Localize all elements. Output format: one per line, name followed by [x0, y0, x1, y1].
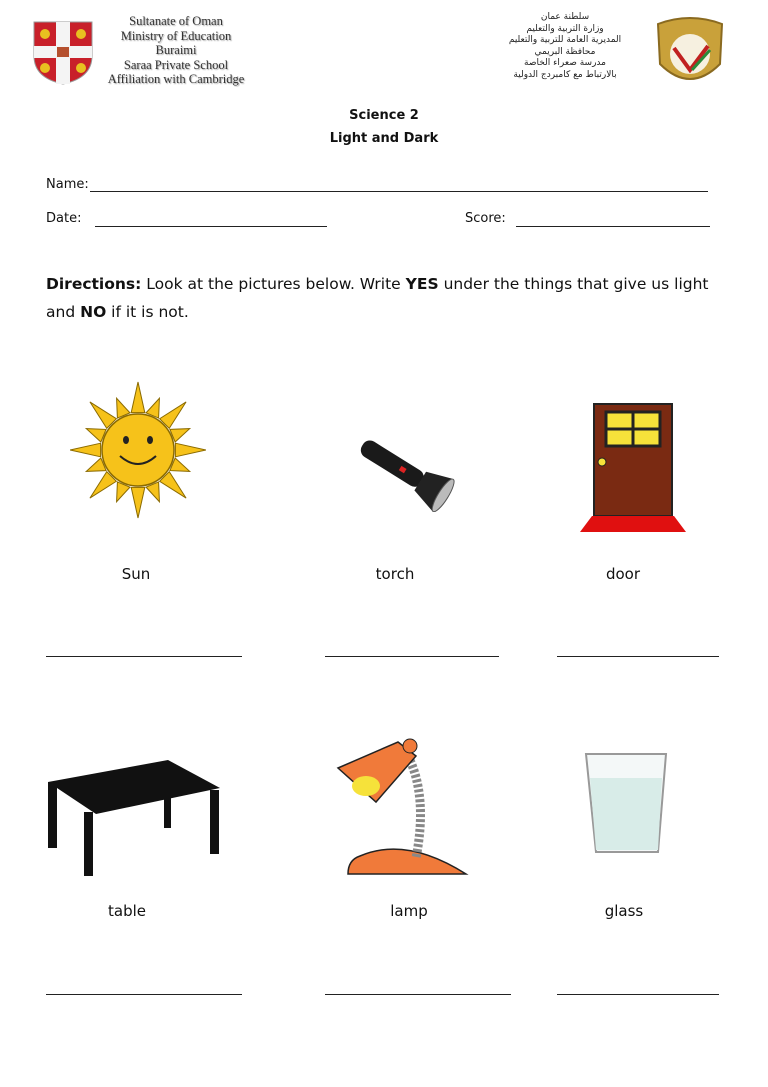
sun-icon: [70, 380, 206, 520]
item-label: torch: [375, 565, 415, 583]
sun-ray: [175, 443, 206, 457]
item-label: glass: [604, 902, 644, 920]
header-line: سلطنة عمان: [540, 12, 590, 22]
directions-part: if it is not.: [106, 303, 189, 321]
school-header-arabic: [480, 12, 650, 81]
sun-ray: [70, 443, 101, 457]
answer-line[interactable]: [557, 994, 719, 995]
date-label: Date:: [46, 211, 82, 226]
school-badge-logo: [650, 14, 730, 90]
sun-ray: [131, 382, 145, 413]
torch-icon: [352, 436, 462, 512]
table-icon: [44, 758, 224, 878]
header-line: Affiliation with Cambridge: [107, 72, 245, 86]
header-line: محافظة البريمي: [534, 46, 596, 57]
sun-ray: [131, 487, 145, 518]
directions-part: Look at the pictures below. Write: [141, 275, 406, 293]
directions-text: [46, 270, 726, 326]
door-icon: [578, 402, 688, 534]
item-label: door: [605, 565, 641, 583]
date-field[interactable]: [95, 226, 327, 227]
item-label: lamp: [390, 902, 428, 920]
header-line: مدرسة صعراء الخاصة: [524, 58, 606, 68]
school-header-english: [96, 14, 256, 87]
lamp-icon: [336, 736, 472, 876]
header-line: Buraimi: [155, 43, 197, 57]
glass-icon: [584, 750, 670, 858]
header-line: المديرية العامة للتربية والتعليم: [508, 35, 622, 45]
answer-line[interactable]: [46, 994, 242, 995]
header-line: وزارة التربية والتعليم: [526, 23, 604, 34]
header-line: Ministry of Education: [120, 28, 232, 43]
answer-line[interactable]: [46, 656, 242, 657]
worksheet-subject: Science 2: [349, 108, 419, 123]
item-label: table: [108, 902, 146, 920]
worksheet-title: Light and Dark: [329, 131, 439, 146]
yes-keyword: YES: [405, 275, 439, 293]
score-label: Score:: [465, 211, 506, 226]
no-keyword: NO: [80, 303, 107, 321]
item-label: Sun: [121, 565, 151, 583]
header-line: بالارتباط مع كامبردج الدولية: [513, 69, 617, 80]
name-field[interactable]: [90, 191, 708, 192]
score-field[interactable]: [516, 226, 710, 227]
answer-line[interactable]: [325, 656, 499, 657]
cambridge-crest-logo: [32, 20, 94, 86]
answer-line[interactable]: [557, 656, 719, 657]
directions-label: Directions:: [46, 275, 142, 293]
answer-line[interactable]: [325, 994, 511, 995]
header-line: Sultanate of Oman: [129, 14, 223, 28]
name-label: Name:: [46, 177, 89, 192]
header-line: Saraa Private School: [123, 57, 229, 72]
directions-part: under the things that give us light and: [46, 275, 709, 321]
